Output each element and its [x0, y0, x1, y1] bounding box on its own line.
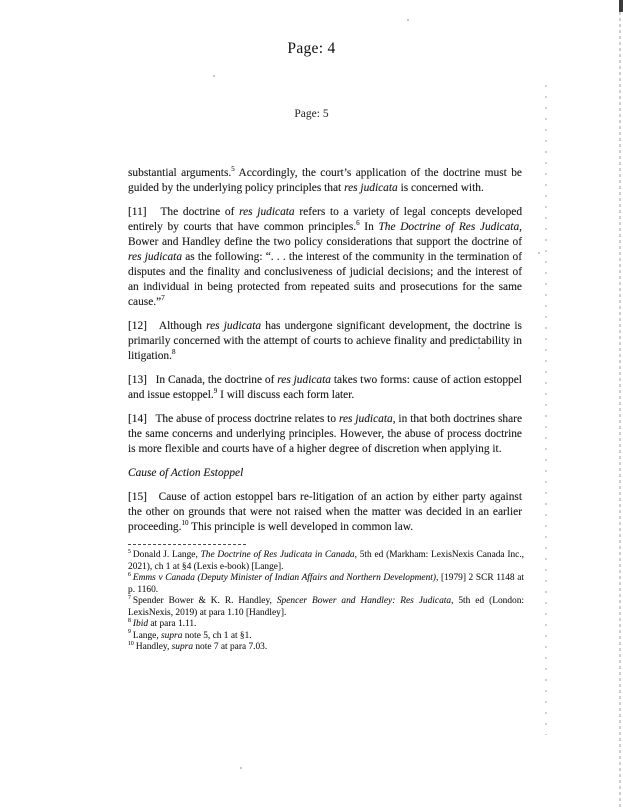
text-segment: In	[359, 221, 379, 233]
paragraph-13	[128, 373, 522, 403]
text-segment: is concerned with.	[397, 182, 484, 194]
footnote	[128, 573, 524, 596]
text-segment: Donald J. Lange,	[132, 550, 201, 560]
footnote	[128, 619, 524, 631]
paragraph-11	[128, 205, 522, 310]
scan-noise-column	[545, 85, 547, 735]
paragraph-14	[128, 412, 522, 457]
text-segment: Spencer Bower and Handley: Res Judicata	[276, 596, 452, 606]
scan-speck	[213, 75, 215, 77]
text-segment: res judicata	[338, 413, 393, 425]
scan-speck	[538, 252, 540, 254]
scan-corner-mark	[619, 0, 623, 12]
text-segment: 9	[213, 387, 218, 396]
footnote-text	[136, 642, 267, 652]
text-segment: Lange,	[132, 630, 162, 641]
section-heading	[128, 466, 522, 481]
scan-speck	[407, 19, 409, 21]
text-segment: takes two forms: cause of action estoppel and issue estoppel.	[128, 374, 522, 401]
footnote-number: 8	[128, 617, 131, 624]
footnote	[128, 550, 524, 573]
footnote-text	[128, 550, 524, 572]
paragraph-continuation	[128, 166, 522, 196]
text-segment: res judicata	[239, 206, 295, 218]
text-segment: supra	[161, 630, 183, 641]
footnote-text	[133, 619, 196, 629]
text-segment: , Bower and Handley define the two policy considerations that support the doctrine of	[128, 221, 523, 248]
footnote-text	[128, 596, 524, 618]
text-segment: [11] The doctrine of	[128, 206, 240, 218]
text-segment: Cause of Action Estoppel	[128, 467, 244, 479]
footnotes	[128, 550, 524, 654]
text-segment: This principle is well developed in common law.	[188, 521, 414, 533]
footnote-number: 9	[128, 629, 131, 636]
text-segment: as the following: “. . . the interest of the community in the termination of disputes and the finality and conclusiveness of judicial decisions; and the interest of an individual in being protected from repeated suits and prosecutions for the same cause.”	[128, 251, 522, 308]
scan-speck	[478, 347, 480, 349]
text-segment: , 5th ed (London: LexisNexis, 2019) at para 1.10 [Handley].	[128, 596, 524, 618]
footnote	[128, 642, 524, 654]
text-segment: 6	[356, 219, 360, 228]
text-segment: Handley,	[135, 642, 172, 652]
scan-noise-right-edge	[619, 0, 621, 808]
text-segment: refers to a variety of legal concepts developed entirely by courts that have common principles.	[128, 206, 523, 233]
text-segment: I will discuss each form later.	[217, 389, 355, 401]
text-segment: [15] Cause of action estoppel bars re-litigation of an action by either party against the other on grounds that were not raised when the matter was decided in an earlier proceeding.	[128, 491, 522, 533]
footnote-number: 6	[128, 571, 131, 578]
paragraph-12	[128, 319, 522, 364]
footnote	[128, 596, 524, 619]
text-segment: , [1979] 2 SCR 1148 at p. 1160.	[128, 573, 524, 595]
text-segment: supra	[171, 642, 194, 652]
text-segment: note 7 at para 7.03.	[193, 642, 268, 652]
text-segment: Spender Bower & K. R. Handley,	[132, 596, 277, 606]
footnote	[128, 631, 524, 643]
page-body	[128, 165, 525, 654]
text-segment: 7	[161, 294, 165, 303]
text-segment: substantial arguments.	[128, 167, 232, 179]
paragraph-15	[128, 490, 522, 535]
text-segment: res judicata	[128, 251, 183, 263]
footnote-number: 10	[128, 640, 134, 647]
text-segment: has undergone significant development, the doctrine is primarily concerned with the attempt of courts to achieve finality and predictability in litigation.	[128, 320, 522, 362]
text-segment: , 5th ed (Markham: LexisNexis Canada Inc., 2021), ch 1 at §4 (Lexis e-book) [Lange].	[128, 550, 525, 572]
footnote-number: 7	[128, 594, 131, 601]
text-segment: Ibid	[132, 619, 149, 629]
footnote-text	[128, 573, 524, 595]
text-segment: [12] Although	[128, 320, 207, 332]
text-segment: Accordingly, the court’s application of the doctrine must be guided by the underlying policy principles that	[128, 167, 522, 194]
text-segment: res judicata	[277, 374, 331, 386]
scan-speck	[240, 767, 242, 769]
text-segment: res judicata	[344, 182, 398, 194]
text-segment: res judicata	[206, 320, 262, 332]
footnote-number: 5	[128, 548, 131, 555]
outer-page-number: Page: 4	[287, 40, 336, 57]
text-segment: 10	[181, 519, 189, 528]
text-segment: The Doctrine of Res Judicata in Canada	[200, 550, 355, 560]
text-segment: , in that both doctrines share the same concerns and underlying principles. However, the abuse of process doctrine is more flexible and courts have of a higher degree of discretion when applying it.	[128, 413, 522, 455]
text-segment: Emms v Canada (Deputy Minister of Indian Affairs and Northern Development)	[132, 573, 436, 583]
text-segment: 5	[231, 165, 235, 174]
text-segment: at para 1.11.	[148, 619, 197, 629]
footnote-text	[133, 631, 252, 641]
text-segment: The Doctrine of Res Judicata	[378, 221, 520, 233]
text-segment: note 5, ch 1 at §1.	[182, 630, 252, 641]
text-segment: 8	[171, 348, 176, 357]
inner-page-number: Page: 5	[294, 108, 329, 120]
footnote-separator	[128, 544, 246, 545]
text-segment: [14] The abuse of process doctrine relates to	[128, 413, 339, 425]
text-segment: [13] In Canada, the doctrine of	[128, 374, 278, 386]
